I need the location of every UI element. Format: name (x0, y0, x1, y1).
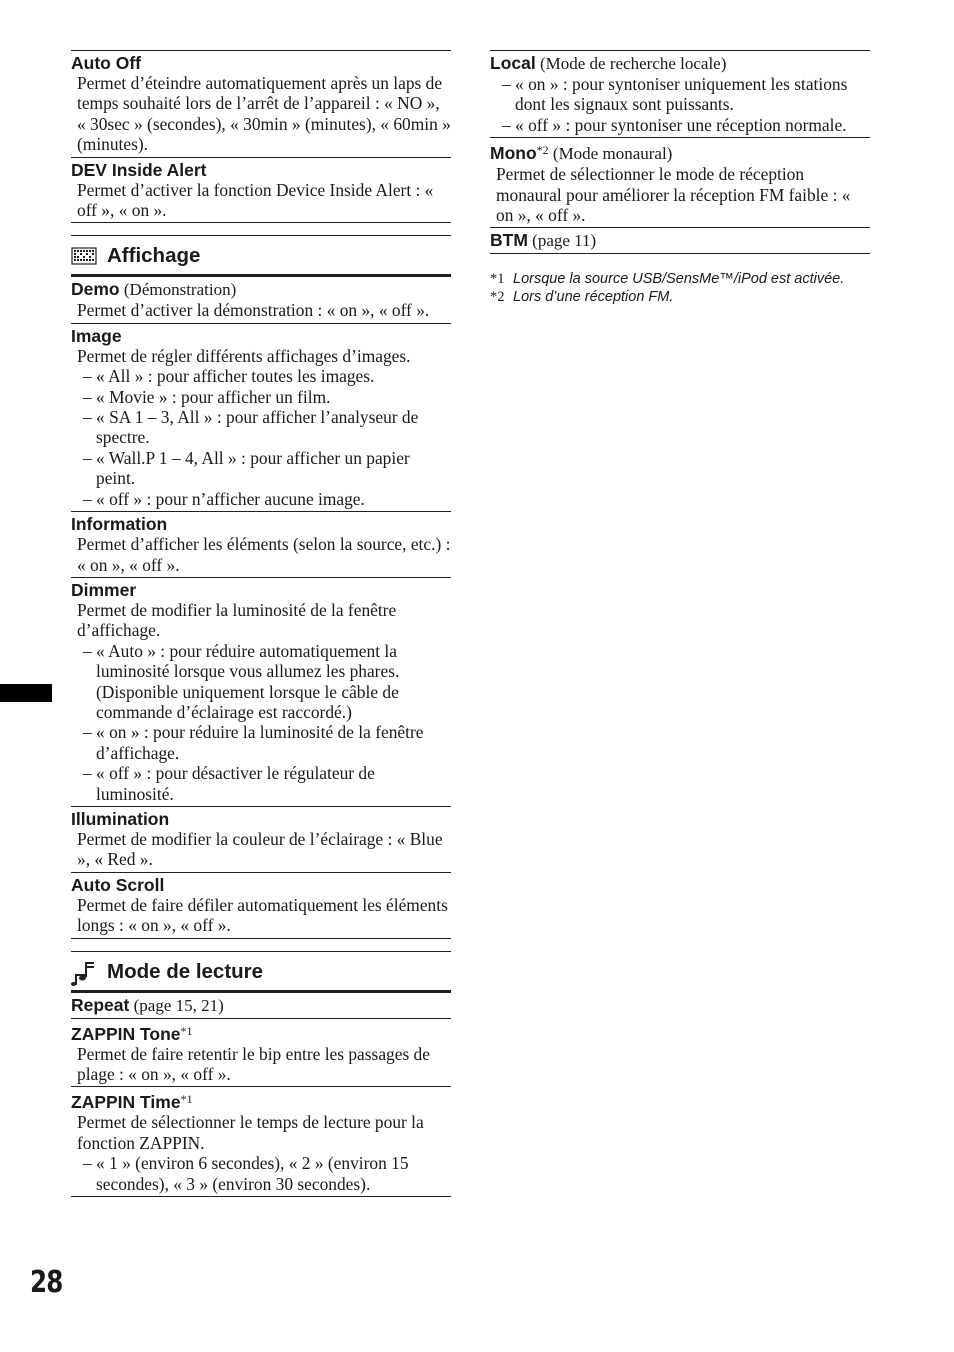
page-number: 28 (30, 1265, 63, 1300)
entry-term-line (71, 995, 451, 1016)
left-column (71, 50, 451, 1197)
entry-option: – « Wall.P 1 – 4, All » : pour afficher un papier peint. (83, 447, 410, 489)
entry-term-line (71, 279, 451, 300)
entry-term-line (71, 1021, 451, 1044)
entry (71, 806, 451, 872)
entry-term-line (71, 326, 451, 346)
entry-term: Repeat (71, 994, 130, 1015)
entry-term: Image (71, 325, 122, 346)
entry-description: Permet de faire défiler automatiquement les éléments longs : « on », « off ». (77, 894, 448, 936)
entries-affichage (71, 276, 451, 938)
footnote (490, 288, 870, 306)
entry (71, 323, 451, 511)
entries-top (71, 50, 451, 223)
entry-term-line (71, 53, 451, 73)
entry-description: Permet d’activer la démonstration : « on », « off ». (77, 300, 430, 321)
entry-term: Mono (490, 143, 537, 164)
entry-option: – « SA 1 – 3, All » : pour afficher l’analyseur de spectre. (83, 407, 419, 448)
entry-option: – « on » : pour syntoniser uniquement les stations dont les signaux sont puissants. (502, 74, 848, 115)
right-column (490, 50, 870, 306)
entry-option: – « off » : pour n’afficher aucune image. (83, 488, 365, 509)
entry-term-line (490, 140, 870, 164)
entry-description: Permet de modifier la luminosité de la fenêtre d’affichage. (77, 599, 397, 641)
entry (71, 992, 451, 1018)
entry-term-line (490, 53, 870, 74)
entry-term-line (71, 514, 451, 534)
entry-description: Permet de régler différents affichages d’images. (77, 345, 411, 366)
entry (71, 577, 451, 806)
footnote-text: Lorsque la source USB/SensMe™/iPod est activée. (513, 271, 845, 288)
section-affichage (71, 235, 451, 276)
entry-option: – « Auto » : pour réduire automatiquement la luminosité lorsque vous allumez les phares. (Disponible uniquement lorsque le câble de commande d’éclairage est raccordé.) (83, 640, 400, 722)
entry-term: Demo (71, 279, 120, 300)
entry-option: – « off » : pour désactiver le régulateur de luminosité. (83, 763, 375, 804)
entry-term-note: (Mode monaural) (548, 144, 673, 164)
entry-term-line (71, 875, 451, 895)
entry-term-line (71, 809, 451, 829)
entry-term-note: (page 11) (527, 231, 597, 251)
entry-description: Permet de modifier la couleur de l’éclairage : « Blue », « Red ». (77, 828, 443, 870)
footnotes (490, 270, 870, 306)
entry-term: Auto Off (71, 53, 141, 73)
entry (71, 276, 451, 322)
section-mode-de-lecture (71, 951, 451, 992)
footnote-ref: *2 (536, 143, 549, 158)
entry-option: – « 1 » (environ 6 secondes), « 2 » (environ 15 secondes), « 3 » (environ 30 secondes). (83, 1153, 409, 1194)
footnote-mark: *1 (490, 271, 505, 288)
entry-term: ZAPPIN Time (71, 1092, 181, 1113)
footnote-ref: *1 (180, 1023, 193, 1038)
entry-term-line (490, 230, 870, 251)
entry-description: Permet d’éteindre automatiquement après un laps de temps souhaité lors de l’arrêt de l’appareil : « NO », « 30sec » (secondes), « 30min » (minutes), « 60min » (minutes). (77, 73, 451, 155)
entry (71, 511, 451, 577)
entry-term: Illumination (71, 808, 170, 829)
entry-description: Permet de sélectionner le temps de lecture pour la fonction ZAPPIN. (77, 1112, 424, 1153)
entry (490, 227, 870, 254)
entry-term: DEV Inside Alert (71, 159, 207, 180)
music-note-icon (71, 961, 97, 983)
entry-description: Permet de faire retentir le bip entre les passages de plage : « on », « off ». (77, 1043, 430, 1084)
side-tab-marker (0, 684, 52, 702)
section-title: Affichage (107, 244, 201, 268)
entry-description: Permet d’activer la fonction Device Inside Alert : « off », « on ». (77, 179, 434, 221)
entry-option: – « on » : pour réduire la luminosité de la fenêtre d’affichage. (83, 722, 424, 763)
entry-term-note: (Mode de recherche locale) (535, 54, 727, 73)
entry-term-line (71, 160, 451, 180)
entry-description: Permet d’afficher les éléments (selon la source, etc.) : « on », « off ». (77, 534, 451, 575)
entry-option: – « Movie » : pour afficher un film. (83, 386, 331, 407)
entry (490, 137, 870, 227)
entry-option: – « All » : pour afficher toutes les images. (83, 366, 375, 387)
entry-term: Auto Scroll (71, 874, 165, 895)
entry-term-line (71, 580, 451, 600)
footnote (490, 270, 870, 288)
entry-term: Local (490, 53, 536, 73)
entry-term-note: (page 15, 21) (129, 995, 224, 1015)
entry (71, 50, 451, 157)
footnote-ref: *1 (180, 1092, 193, 1107)
entry (490, 50, 870, 137)
entry-term-line (71, 1089, 451, 1112)
entries-right (490, 50, 870, 254)
entry (71, 1086, 451, 1197)
footnote-mark: *2 (490, 289, 505, 306)
entry-term: ZAPPIN Tone (71, 1023, 181, 1044)
section-title: Mode de lecture (107, 959, 264, 983)
display-icon (71, 245, 97, 267)
entry-term: Dimmer (71, 579, 137, 600)
entry (71, 1018, 451, 1087)
footnote-text: Lors d’une réception FM. (513, 289, 674, 306)
entry (71, 872, 451, 939)
entries-lecture (71, 992, 451, 1197)
entry-term: Information (71, 514, 168, 535)
entry-description: Permet de sélectionner le mode de réception monaural pour améliorer la réception FM faible : « on », « off ». (496, 164, 851, 226)
entry (71, 157, 451, 224)
entry-term-note: (Démonstration) (119, 280, 237, 300)
entry-option: – « off » : pour syntoniser une réception normale. (502, 114, 847, 135)
entry-term: BTM (490, 230, 528, 251)
